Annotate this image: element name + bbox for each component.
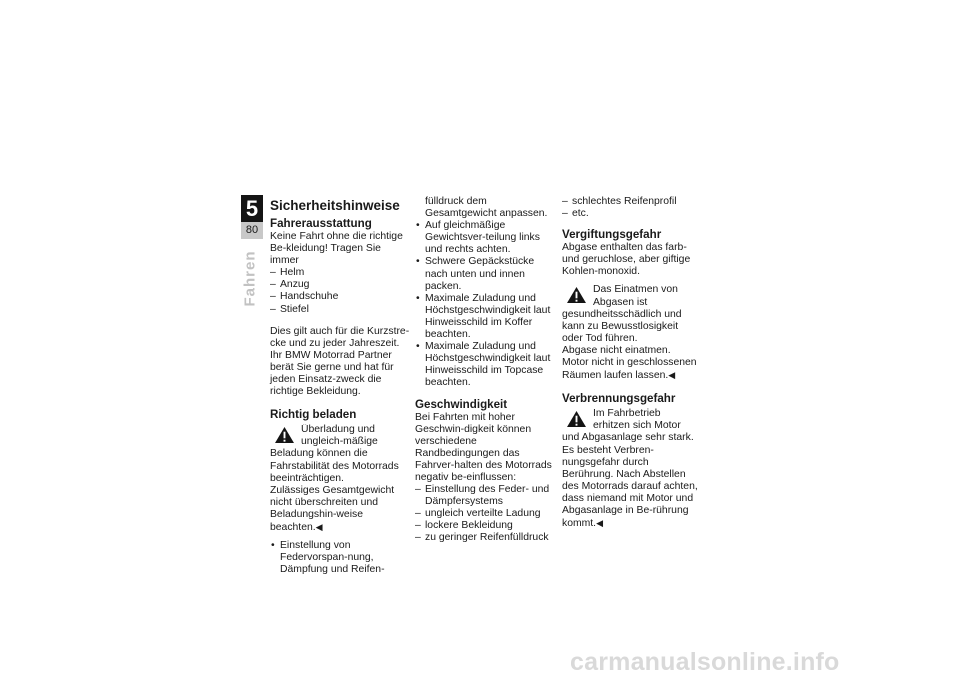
clothing-list xyxy=(270,267,410,315)
list-item: • Maximale Zuladung und Höchstgeschwindigkeit laut Hinweisschild im Koffer beachten. xyxy=(415,293,555,341)
column-3 xyxy=(562,196,700,530)
section-label-text: Fahren xyxy=(241,250,259,307)
list-item: – zu geringer Reifenfülldruck xyxy=(415,532,555,544)
paragraph-abgase: Abgase enthalten das farb- und geruchlose, aber giftige Kohlen-monoxid. xyxy=(562,242,691,278)
list-item: – Anzug xyxy=(270,279,410,291)
list-item: • Einstellung von Federvorspan-nung, Dämpfung und Reifen- xyxy=(270,540,410,576)
column-2 xyxy=(415,196,555,545)
column-1 xyxy=(270,198,410,576)
chapter-tab xyxy=(241,195,263,239)
list-item: – lockere Bekleidung xyxy=(415,520,555,532)
list-item: • Auf gleichmäßige Gewichtsver-teilung links und rechts achten. xyxy=(415,220,555,256)
heading-geschwindigkeit: Geschwindigkeit xyxy=(415,397,508,411)
list-item: – Handschuhe xyxy=(270,291,410,303)
warning-text: Das Einatmen von Abgasen ist gesundheitsschädlich und kann zu Bewusstlosigkeit oder Tod führen. xyxy=(562,284,682,344)
warning-icon xyxy=(274,426,295,444)
list-item: – ungleich verteilte Ladung xyxy=(415,508,555,520)
list-item: – Helm xyxy=(270,267,410,279)
list-item: • Schwere Gepäckstücke nach unten und innen packen. xyxy=(415,256,555,292)
paragraph-kurzstrecke: Dies gilt auch für die Kurzstre-cke und zu jeder Jahreszeit. Ihr BMW Motorrad Partner berät Sie gerne und hat für jeden Einsatz-zweck die richtige Bekleidung. xyxy=(270,325,410,398)
page-title: Sicherheitshinweise xyxy=(270,198,400,213)
paragraph-geschwindigkeit: Bei Fahrten mit hoher Geschwin-digkeit können verschiedene Randbedingungen das Fahrver-halten des Motorrads negativ be-einflussen: xyxy=(415,411,552,483)
heading-vergiftungsgefahr: Vergiftungsgefahr xyxy=(562,228,662,242)
warning-text: Überladung und ungleich-mäßige Beladung können die Fahrstabilität des Motorrads beeinträchtigen. xyxy=(270,424,399,484)
warning-text: Im Fahrbetrieb erhitzen sich Motor und Abgasanlage sehr stark. Es besteht Verbren-nungsgefahr durch Berührung. Nach Abstellen des Motorrads darauf achten, dass niemand mit Motor und Abgasanlage in Be-rührung kommt. xyxy=(562,408,698,530)
chapter-number: 5 xyxy=(241,195,263,222)
warning-block-abgase xyxy=(562,284,700,344)
section-side-label xyxy=(236,248,264,318)
heading-richtig-beladen: Richtig beladen xyxy=(270,408,357,422)
watermark: carmanualsonline.info xyxy=(570,648,840,676)
end-mark-icon: ◀ xyxy=(315,521,323,532)
warning-block-beladung xyxy=(270,424,410,484)
end-mark-icon: ◀ xyxy=(668,370,676,381)
beladen-bullets-cont xyxy=(415,220,555,389)
geschwindigkeit-list xyxy=(415,484,555,544)
page-number: 80 xyxy=(241,222,263,239)
list-item: – etc. xyxy=(562,208,700,220)
list-item: – Einstellung des Feder- und Dämpfersystems xyxy=(415,484,555,508)
paragraph-kleidung: Keine Fahrt ohne die richtige Be-kleidung! Tragen Sie immer xyxy=(270,231,403,267)
beladen-bullets xyxy=(270,540,410,576)
warning-icon xyxy=(566,410,587,428)
warning-icon xyxy=(566,286,587,304)
heading-fahrerausstattung: Fahrerausstattung xyxy=(270,217,372,230)
paragraph-nicht-einatmen: Abgase nicht einatmen. Motor nicht in geschlossenen Räumen laufen lassen.◀ xyxy=(562,344,697,382)
list-item: – Stiefel xyxy=(270,304,410,316)
geschwindigkeit-list-cont xyxy=(562,196,700,220)
list-item: – schlechtes Reifenprofil xyxy=(562,196,700,208)
paragraph-continuation: fülldruck dem Gesamtgewicht anpassen. xyxy=(425,196,548,220)
list-item: • Maximale Zuladung und Höchstgeschwindigkeit laut Hinweisschild im Topcase beachten. xyxy=(415,341,555,389)
warning-block-verbrennung xyxy=(562,408,700,530)
heading-verbrennungsgefahr: Verbrennungsgefahr xyxy=(562,392,676,406)
end-mark-icon: ◀ xyxy=(596,518,603,529)
paragraph-gesamtgewicht: Zulässiges Gesamtgewicht nicht überschreiten und Beladungshin-weise beachten.◀ xyxy=(270,484,395,533)
